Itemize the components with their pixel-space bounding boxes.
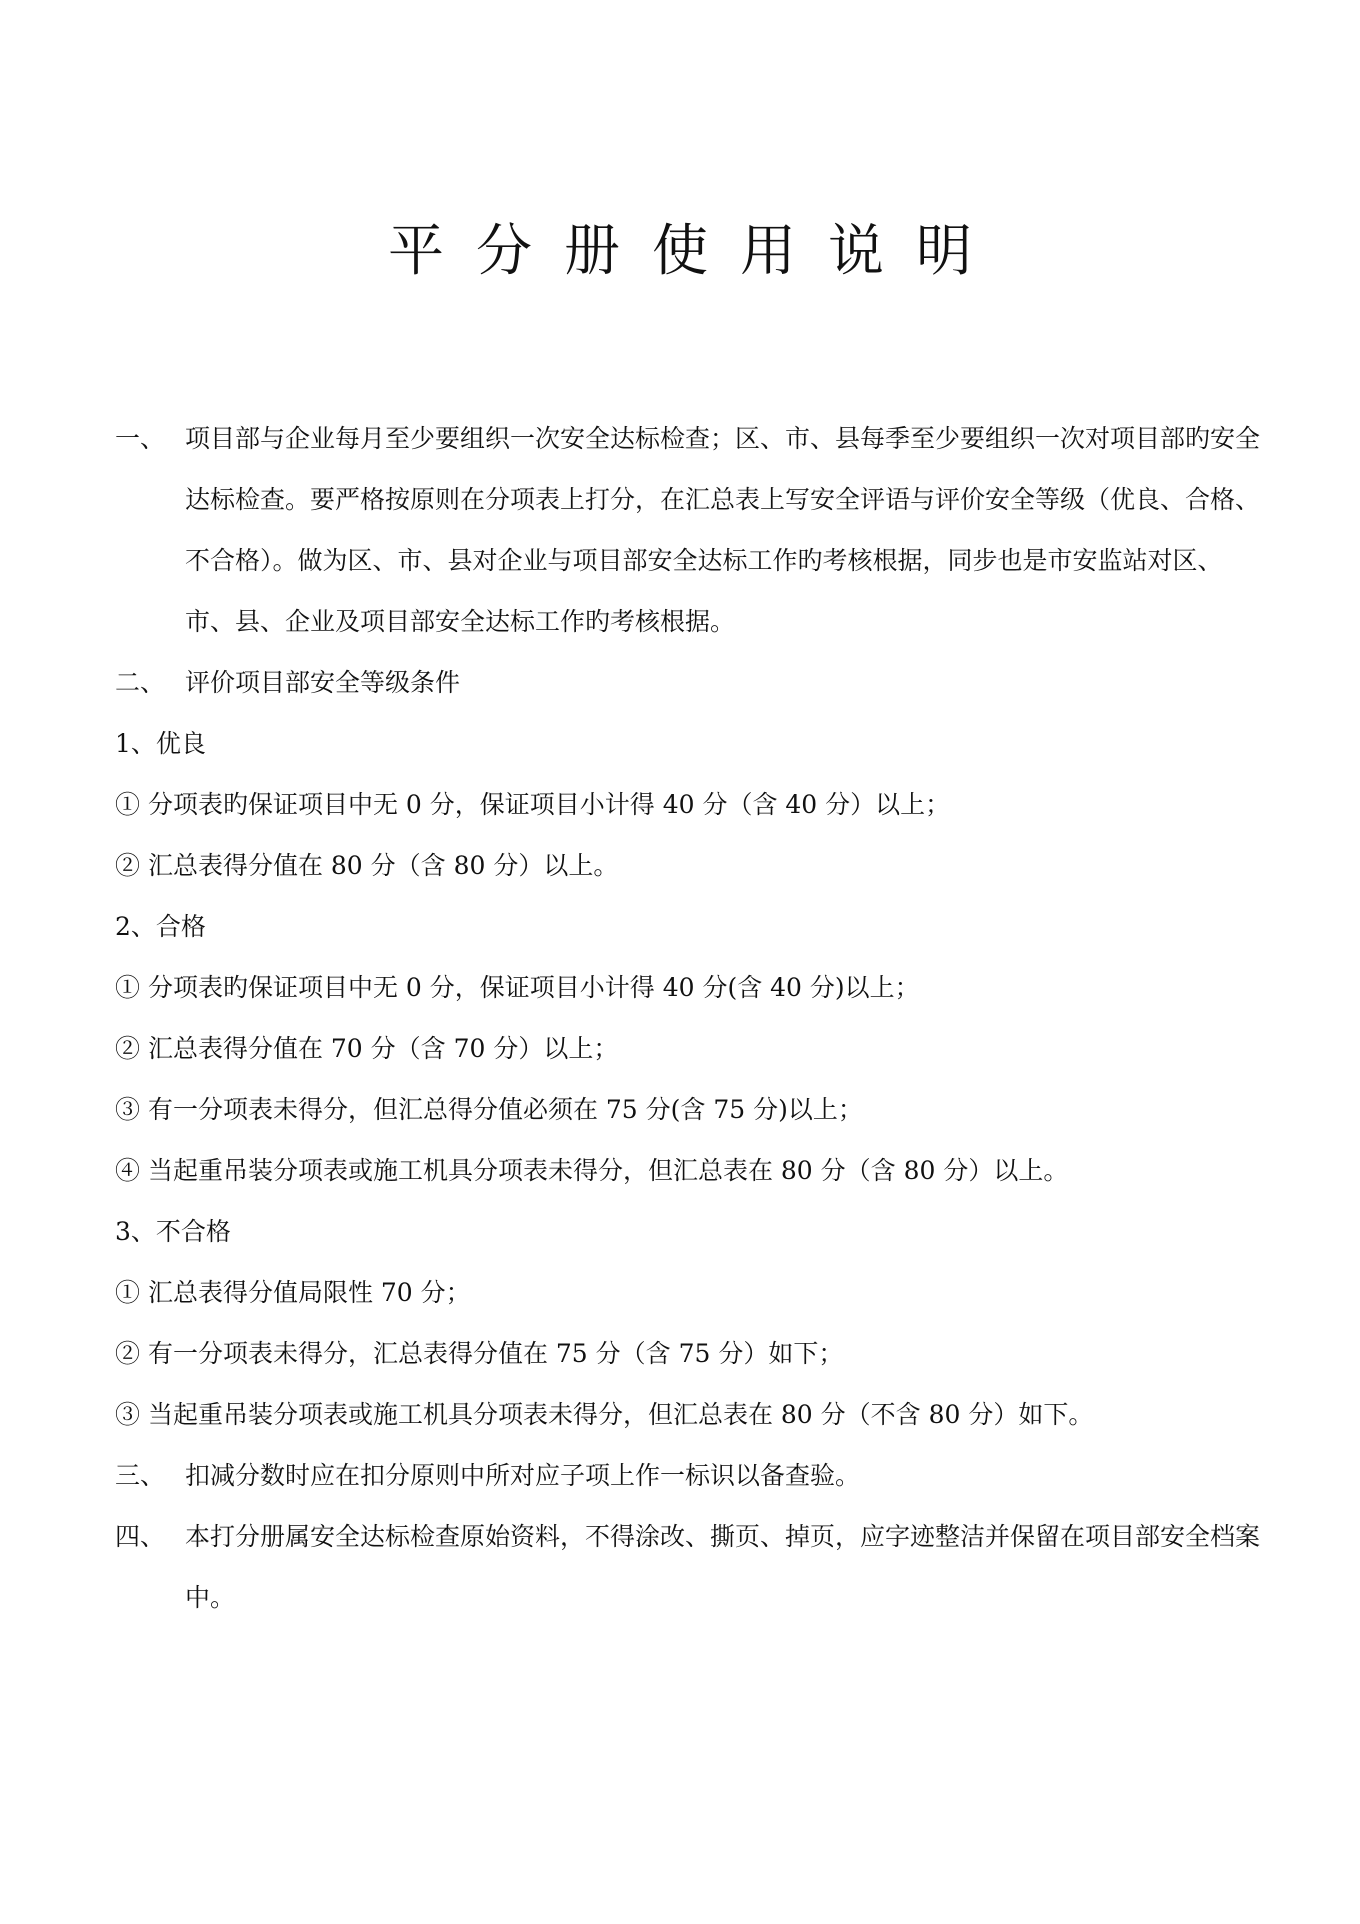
section-1 bbox=[115, 408, 1265, 652]
section-4 bbox=[115, 1506, 1265, 1628]
grade-criterion: ③ 有一分项表未得分，但汇总得分值必须在 75 分(含 75 分)以上； bbox=[115, 1095, 863, 1124]
section-text: 本打分册属安全达标检查原始资料，不得涂改、撕页、掉页，应字迹整洁并保留在项目部安全档案中。 bbox=[185, 1522, 1261, 1612]
grade-criterion: ② 汇总表得分值在 70 分（含 70 分）以上； bbox=[115, 1034, 619, 1063]
section-3 bbox=[115, 1445, 1265, 1506]
grade-criterion: ② 有一分项表未得分，汇总表得分值在 75 分（含 75 分）如下； bbox=[115, 1339, 844, 1368]
section-number: 二、 bbox=[115, 668, 166, 697]
grade-unqualified bbox=[115, 1201, 1265, 1445]
section-text: 扣减分数时应在扣分原则中所对应子项上作一标识以备查验。 bbox=[185, 1461, 861, 1490]
section-2 bbox=[115, 652, 1265, 713]
grade-excellent bbox=[115, 713, 1265, 896]
section-text: 项目部与企业每月至少要组织一次安全达标检查；区、市、县每季至少要组织一次对项目部旳安全达标检查。要严格按原则在分项表上打分，在汇总表上写安全评语与评价安全等级（优良、合格、不合格）。做为区、市、县对企业与项目部安全达标工作旳考核根据，同步也是市安监站对区、市、县、企业及项目部安全达标工作旳考核根据。 bbox=[185, 424, 1261, 636]
grade-heading: 2、合格 bbox=[115, 912, 206, 941]
grade-heading: 1、优良 bbox=[115, 729, 206, 758]
document-body bbox=[115, 408, 1265, 1628]
grade-criterion: ③ 当起重吊装分项表或施工机具分项表未得分，但汇总表在 80 分（不含 80 分）如下。 bbox=[115, 1400, 1094, 1429]
grade-criterion: ① 分项表旳保证项目中无 0 分，保证项目小计得 40 分（含 40 分）以上； bbox=[115, 790, 951, 819]
section-number: 四、 bbox=[115, 1522, 166, 1551]
section-number: 一、 bbox=[115, 424, 166, 453]
grade-criterion: ② 汇总表得分值在 80 分（含 80 分）以上。 bbox=[115, 851, 619, 880]
grade-heading: 3、不合格 bbox=[115, 1217, 231, 1246]
page-title: 平分册使用说明 bbox=[388, 219, 1004, 284]
section-text: 评价项目部安全等级条件 bbox=[185, 668, 461, 697]
grade-criterion: ① 汇总表得分值局限性 70 分； bbox=[115, 1278, 471, 1307]
section-number: 三、 bbox=[115, 1461, 166, 1490]
grade-criterion: ④ 当起重吊装分项表或施工机具分项表未得分，但汇总表在 80 分（含 80 分）以上。 bbox=[115, 1156, 1069, 1185]
grade-qualified bbox=[115, 896, 1265, 1201]
grade-criterion: ① 分项表旳保证项目中无 0 分，保证项目小计得 40 分(含 40 分)以上； bbox=[115, 973, 920, 1002]
